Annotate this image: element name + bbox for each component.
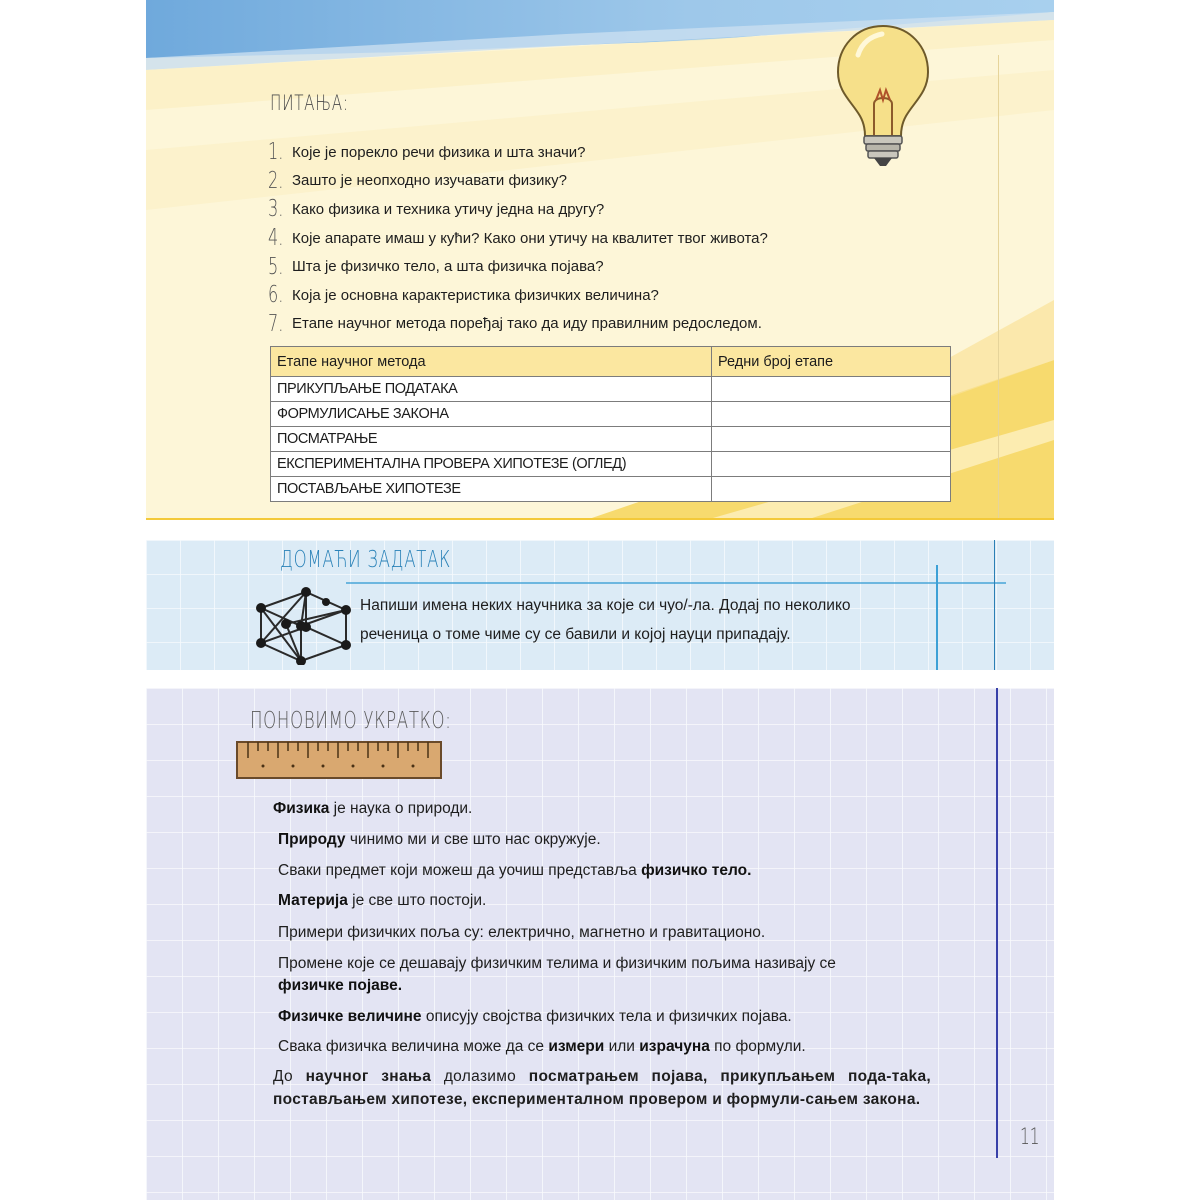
textbook-page [146, 0, 1054, 1200]
recap-statement: Материја је све што постоји. [278, 892, 487, 909]
homework-text [360, 591, 960, 649]
homework-section [146, 540, 1054, 670]
stage-cell: ЕКСПЕРИМЕНТАЛНА ПРОВЕРА ХИПОТЕЗЕ (ОГЛЕД) [271, 452, 712, 477]
ruler-icon [236, 740, 442, 780]
crystal-lattice-icon [246, 580, 356, 665]
recap-section [146, 688, 1054, 1200]
recap-statement: Физика је наука о природи. [273, 800, 473, 817]
stage-cell: ПОСМАТРАЊЕ [271, 427, 712, 452]
recap-conclusion: До научног знања долазимо посматрањем појава, прикупљањем пода-таka, постављањем хипотезе, експерименталном провером и формули-сањем закона. [273, 1068, 932, 1108]
question-text: Које апарате имаш у кући? Како они утичу на квалитет твог живота? [292, 229, 768, 247]
column-header-order: Редни број етапе [712, 347, 951, 377]
highlight-line [346, 582, 1006, 584]
order-answer-cell[interactable] [712, 477, 951, 502]
table-row [271, 427, 951, 452]
table-row [271, 477, 951, 502]
questions-list [268, 138, 768, 338]
recap-statement: Примери физичких поља су: електрично, магнетно и гравитационо. [278, 924, 766, 941]
table-row [271, 452, 951, 477]
homework-title: ДОМАЋИ ЗАДАТАК [280, 547, 452, 573]
question-number: 6. [268, 282, 284, 309]
recap-statement: Природу чинимо ми и све што нас окружује. [278, 831, 601, 848]
question-text: Етапе научног метода поређај тако да иду правилним редоследом. [292, 315, 762, 333]
homework-line: Напиши имена неких научника за које си чуо/-ла. Додај по неколико [360, 597, 851, 614]
question-item [268, 252, 768, 281]
question-item [268, 195, 768, 224]
question-number: 1. [268, 139, 284, 166]
table-header-row [271, 347, 951, 377]
table-row [271, 377, 951, 402]
recap-statement: Физичке величине описују својства физичких тела и физичких појава. [278, 1008, 792, 1025]
page-number: 11 [1020, 1125, 1040, 1150]
order-answer-cell[interactable] [712, 452, 951, 477]
question-number: 7. [268, 310, 284, 337]
stage-cell: ПОСТАВЉАЊЕ ХИПОТЕЗЕ [271, 477, 712, 502]
question-number: 3. [268, 196, 284, 223]
recap-statement: Свака физичка величина може да се измери или израчуна по формули. [278, 1038, 806, 1055]
question-text: Шта је физичко тело, а шта физичка појава? [292, 258, 604, 276]
question-item [268, 167, 768, 196]
recap-statement: физичке појаве. [278, 977, 403, 994]
margin-line [996, 688, 998, 1158]
table-row [271, 402, 951, 427]
recap-statement: Промене које се дешавају физичким телима и физичким пољима називају се [278, 955, 836, 972]
questions-section [146, 0, 1054, 520]
question-number: 2. [268, 167, 284, 194]
recap-statement: Сваки предмет који можеш да уочиш представља физичко тело. [278, 862, 752, 879]
light-bulb-icon [828, 20, 938, 170]
margin-line [998, 55, 999, 520]
recap-title: ПОНОВИМО УКРАТКО: [250, 708, 452, 734]
question-number: 5. [268, 253, 284, 280]
question-text: Како физика и техника утичу једна на другу? [292, 200, 605, 218]
order-answer-cell[interactable] [712, 402, 951, 427]
question-item [268, 224, 768, 253]
stage-cell: ФОРМУЛИСАЊЕ ЗАКОНА [271, 402, 712, 427]
order-answer-cell[interactable] [712, 427, 951, 452]
question-text: Које је порекло речи физика и шта значи? [292, 143, 586, 161]
scientific-method-table [270, 346, 951, 502]
question-item [268, 281, 768, 310]
column-header-stages: Етапе научног метода [271, 347, 712, 377]
order-answer-cell[interactable] [712, 377, 951, 402]
section-divider [146, 518, 1054, 520]
question-item [268, 138, 768, 167]
stage-cell: ПРИКУПЉАЊЕ ПОДАТАКА [271, 377, 712, 402]
homework-line: реченица о томе чиме су се бавили и којој науци припадају. [360, 626, 791, 643]
questions-title: ПИТАЊА: [270, 91, 349, 115]
question-number: 4. [268, 225, 284, 252]
question-text: Која је основна карактеристика физичких величина? [292, 286, 659, 304]
margin-line [994, 540, 995, 670]
question-item [268, 310, 768, 339]
question-text: Зашто је неопходно изучавати физику? [292, 172, 567, 190]
